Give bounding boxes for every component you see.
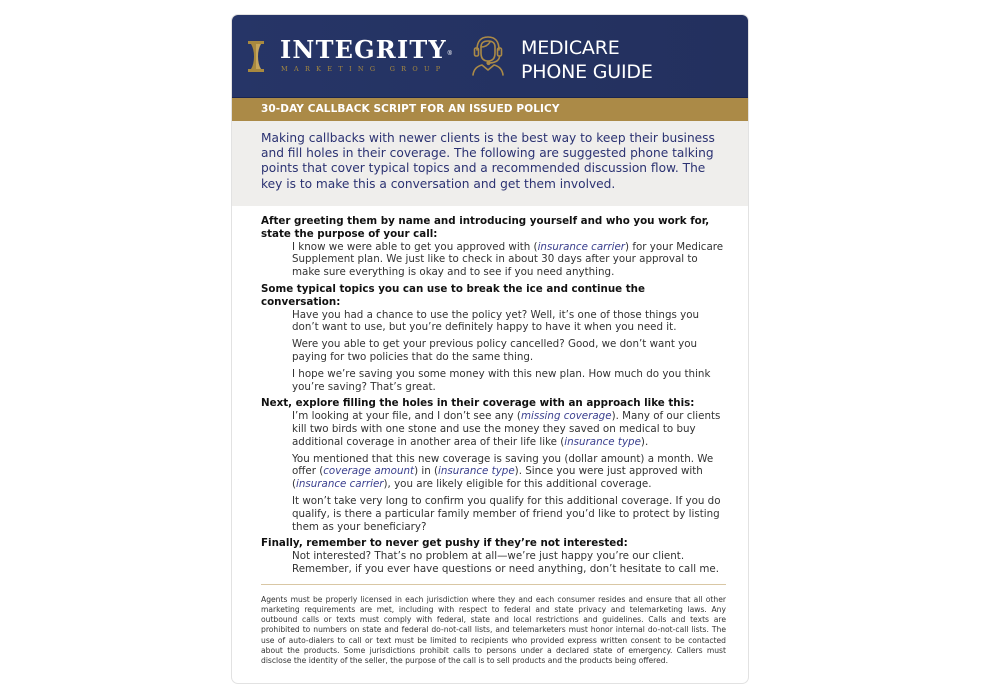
section-heading: Some typical topics you can use to break the ice and continue the conversation: — [261, 282, 645, 308]
section-heading: After greeting them by name and introducing yourself and who you work for, state the purpose of your call: — [261, 215, 710, 240]
script-text: I’m looking at your file, and I don’t see any ( — [292, 410, 521, 423]
talking-point — [292, 241, 728, 279]
divider — [261, 584, 726, 585]
script-text: You mentioned that this new coverage is saving you (dollar amount) a month. We offer ( — [292, 452, 714, 478]
script-section — [261, 283, 728, 393]
guide-title — [521, 36, 653, 84]
section-heading: Finally, remember to never get pushy if they’re not interested: — [261, 537, 628, 550]
talking-point — [292, 338, 728, 364]
placeholder-field: insurance carrier — [296, 478, 384, 491]
script-text: ) in ( — [414, 465, 439, 478]
script-text: ) for your Medicare Supplement plan. We just like to check in about 30 days after your approval to make sure everything is okay and to see if you need anything. — [292, 240, 724, 279]
legal-disclaimer: Agents must be properly licensed in each jurisdiction where they and each consumer resides and ensure that all other marketing requirements are met, including with respect to federal and state privacy and telemarketing laws. Any outbound calls or texts must comply with federal, state and local restrictions and guidelines. Calls and texts are prohibited to numbers on state and federal do-not-call lists, and telemarketers must honor internal do-not-call lists. The use of auto-dialers to call or text must be limited to recipients who provided express written consent to be contacted about the products. Some jurisdictions prohibit calls to persons under a declared state of emergency. Callers must disclose the identity of the seller, the purpose of the call is to sell products and the products being offered. — [261, 594, 726, 665]
script-body — [232, 206, 748, 666]
script-section — [261, 397, 728, 533]
talking-point — [292, 368, 728, 394]
script-text: Were you able to get your previous policy cancelled? Good, we don’t want you paying for two policies that do the same thing. — [292, 338, 698, 363]
script-text: ). — [640, 435, 649, 448]
talking-point — [292, 309, 728, 335]
script-section — [261, 215, 728, 279]
script-text: ). Since you were just approved with ( — [292, 465, 703, 491]
script-title-band: 30-DAY CALLBACK SCRIPT FOR AN ISSUED POLICY — [232, 98, 748, 121]
script-text: I hope we’re saving you some money with this new plan. How much do you think you’re saving? That’s great. — [292, 367, 711, 393]
script-text: Not interested? That’s no problem at all—we’re just happy you’re our client. Remember, if you ever have questions or need anything, don’t hesitate to call me. — [292, 550, 719, 575]
script-section — [261, 537, 728, 575]
header-banner — [232, 15, 748, 98]
talking-point — [292, 410, 728, 448]
script-sections — [261, 215, 728, 576]
logo-wordmark — [280, 37, 454, 63]
title-line-2: PHONE GUIDE — [521, 61, 653, 83]
placeholder-field: coverage amount — [323, 465, 415, 478]
talking-point — [292, 495, 728, 533]
headset-agent-icon — [471, 33, 505, 77]
placeholder-field: insurance type — [564, 435, 641, 448]
script-text: ), you are likely eligible for this additional coverage. — [383, 478, 652, 491]
intro-paragraph: Making callbacks with newer clients is the best way to keep their business and fill holes in their coverage. The following are suggested phone talking points that cover typical topics and a recommended discussion flow. The key is to make this a conversation and get them involved. — [232, 121, 748, 206]
logo-name: INTEGRITY — [280, 35, 447, 64]
talking-point — [292, 453, 728, 491]
integrity-logo-mark-icon — [248, 41, 264, 72]
title-line-1: MEDICARE — [521, 37, 620, 59]
script-text: ). Many of our clients kill two birds with one stone and use the money they saved on medical to buy additional coverage in another area of their life like ( — [292, 410, 721, 448]
placeholder-field: insurance carrier — [537, 240, 626, 253]
script-text: It won’t take very long to confirm you qualify for this additional coverage. If you do qualify, is there a particular family member of friend you’d like to protect by listing them as your beneficiary? — [292, 494, 721, 533]
placeholder-field: missing coverage — [520, 410, 612, 423]
registered-mark: ® — [446, 50, 454, 57]
phone-guide-document — [231, 14, 749, 684]
script-text: I know we were able to get you approved with ( — [292, 240, 538, 253]
placeholder-field: insurance type — [438, 465, 515, 478]
talking-point — [292, 550, 728, 576]
section-heading: Next, explore filling the holes in their coverage with an approach like this: — [261, 397, 695, 410]
script-text: Have you had a chance to use the policy yet? Well, it’s one of those things you don’t want to use, but you’re definitely happy to have it when you need it. — [292, 308, 700, 334]
logo-tagline: MARKETING GROUP — [281, 65, 447, 73]
